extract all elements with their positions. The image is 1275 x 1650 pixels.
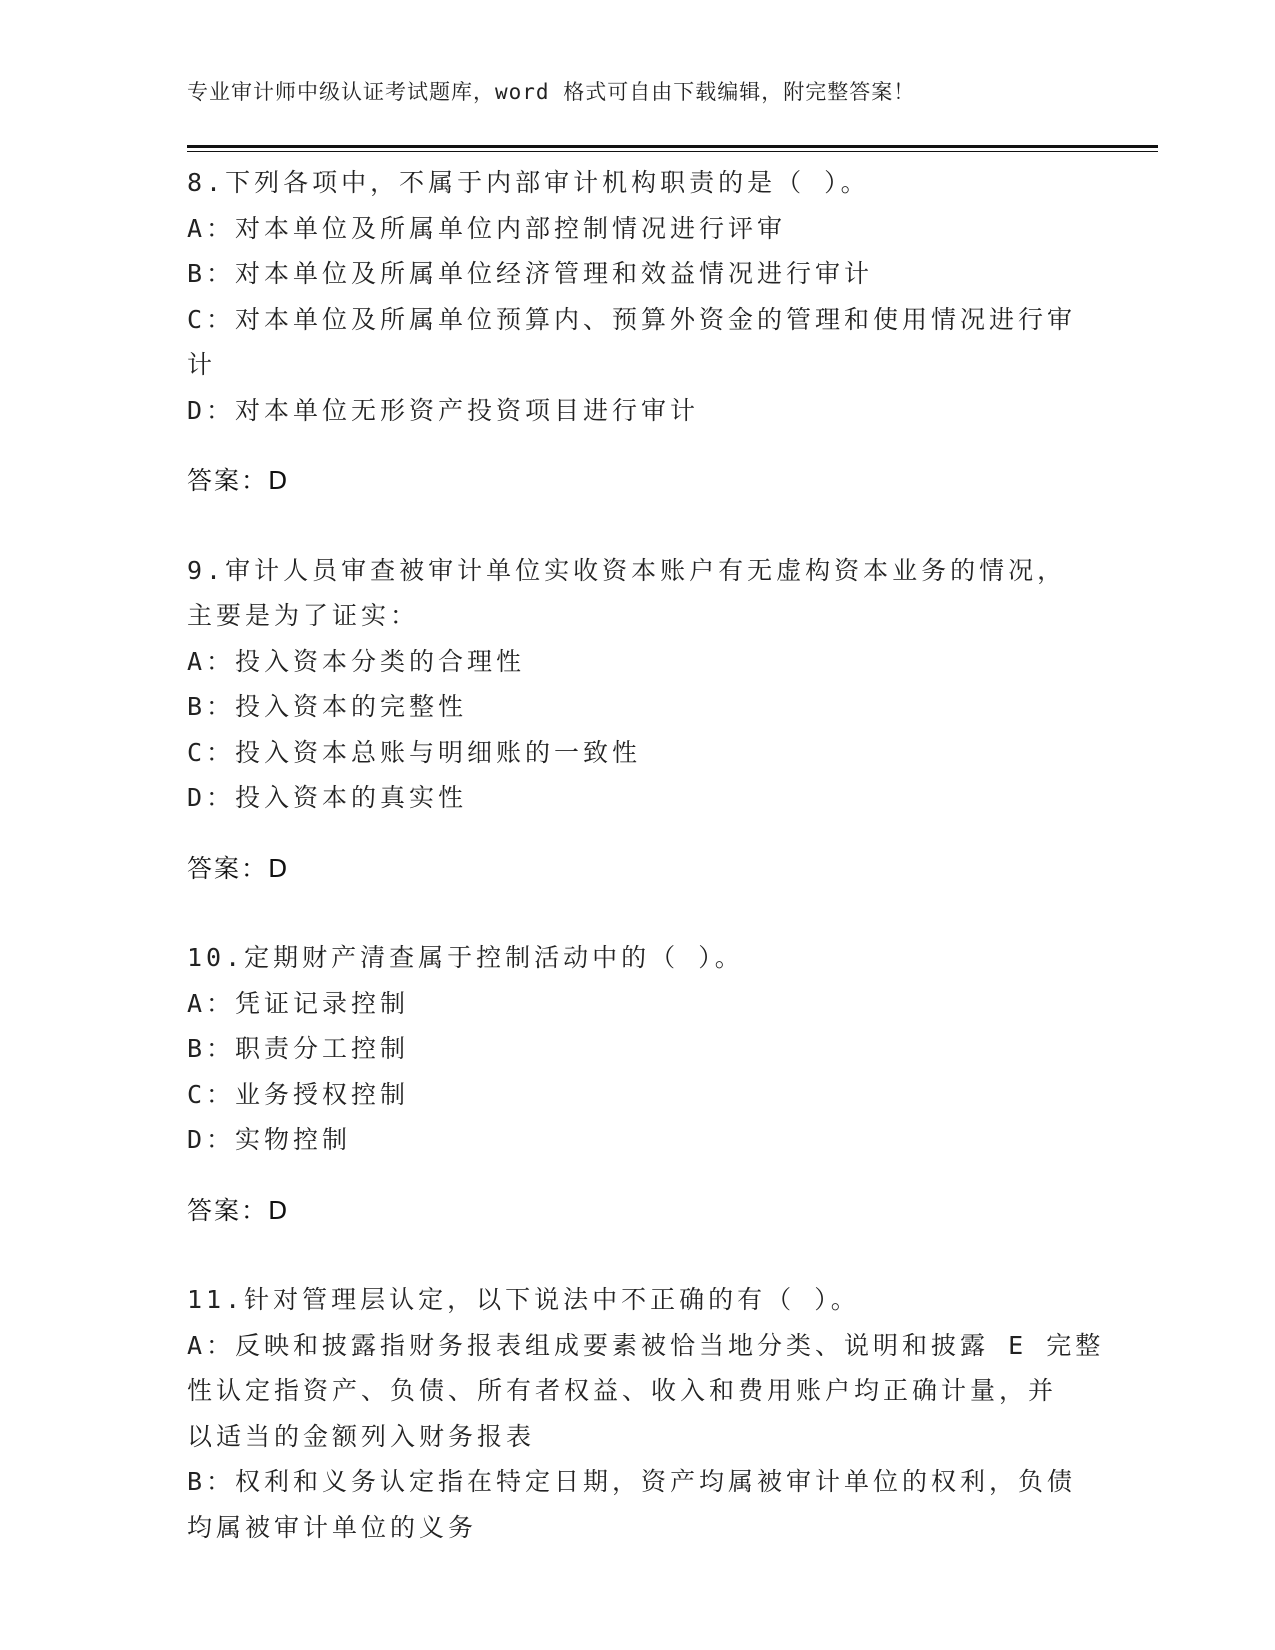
option-d: D：对本单位无形资产投资项目进行审计 [187,395,700,425]
option-c: C：业务授权控制 [187,1079,410,1109]
option-a-continued: 性认定指资产、负债、所有者权益、收入和费用账户均正确计量，并 [187,1376,1058,1405]
question-stem: 11.针对管理层认定，以下说法中不正确的有（ ）。 [187,1285,860,1314]
question-9 [187,548,1087,892]
answer: 答案：D [187,466,290,495]
answer: 答案：D [187,853,290,883]
question-list [187,160,1105,1594]
option-c: C：对本单位及所属单位预算内、预算外资金的管理和使用情况进行审 [187,304,1077,334]
question-stem: 9.审计人员审查被审计单位实收资本账户有无虚构资本业务的情况， [187,555,1067,585]
question-stem-continued: 主要是为了证实： [187,601,420,630]
option-a: A：对本单位及所属单位内部控制情况进行评审 [187,213,787,243]
question-11 [187,1277,1105,1550]
answer: 答案：D [187,1195,290,1225]
question-stem: 8.下列各项中，不属于内部审计机构职责的是（ ）。 [187,168,870,197]
option-a: A：投入资本分类的合理性 [187,646,526,676]
question-10 [187,935,1087,1233]
question-8 [187,160,1087,504]
option-c: C：投入资本总账与明细账的一致性 [187,737,642,767]
option-c-continued: 计 [187,350,217,379]
option-b-continued: 均属被审计单位的义务 [187,1512,478,1542]
header-divider-thick [187,145,1158,148]
option-b: B：职责分工控制 [187,1034,410,1063]
page-header: 专业审计师中级认证考试题库，word 格式可自由下载编辑，附完整答案！ [187,80,916,104]
question-stem: 10.定期财产清查属于控制活动中的（ ）。 [187,943,744,972]
option-d: D：投入资本的真实性 [187,783,468,812]
option-b: B：权利和义务认定指在特定日期，资产均属被审计单位的权利，负债 [187,1467,1077,1496]
option-b: B：对本单位及所属单位经济管理和效益情况进行审计 [187,259,874,288]
option-d: D：实物控制 [187,1125,352,1154]
header-divider-thin [187,151,1158,152]
option-a-continued: 以适当的金额列入财务报表 [187,1421,536,1451]
option-a: A：反映和披露指财务报表组成要素被恰当地分类、说明和披露 E 完整 [187,1330,1105,1360]
option-a: A：凭证记录控制 [187,988,410,1018]
option-b: B：投入资本的完整性 [187,692,468,721]
